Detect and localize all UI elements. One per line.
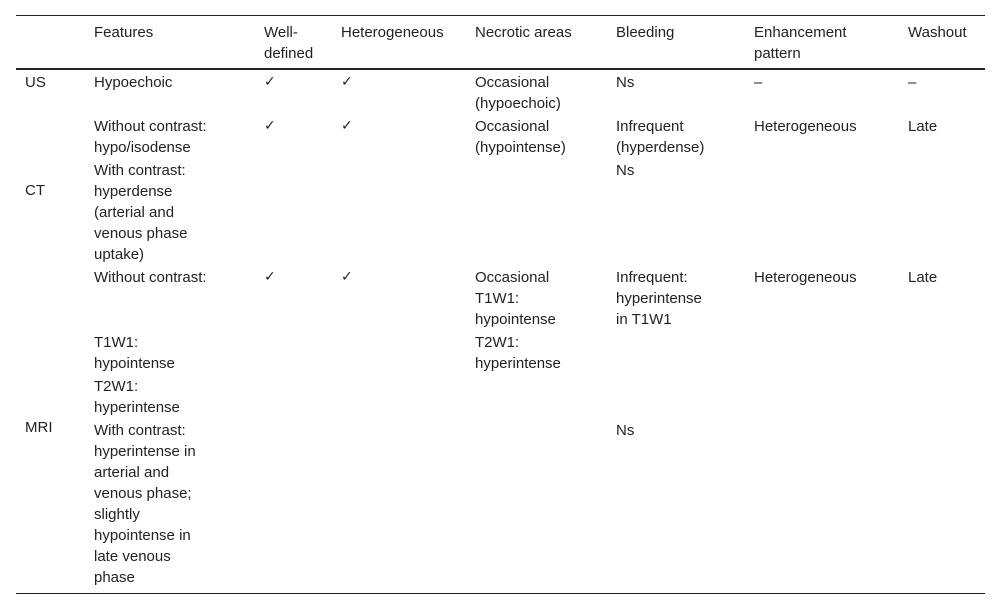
row-mri-features-with-contrast <box>94 420 196 588</box>
row-ct-bleeding-a-line1: Infrequent <box>616 118 684 135</box>
row-ct-necrotic <box>475 116 566 158</box>
row-us-enhancement: – <box>754 74 763 91</box>
row-mri-features-without-contrast: Without contrast: <box>94 269 207 286</box>
row-ct-features-b-line5: uptake) <box>94 246 145 263</box>
row-mri-necrotic-a-line1: Occasional <box>475 269 550 286</box>
row-mri-bleeding-a-line1: Infrequent: <box>616 269 688 286</box>
row-ct-features-b-line1: With contrast: <box>94 162 186 179</box>
row-mri-well-defined-check: ✓ <box>264 269 276 285</box>
row-us-well-defined-check: ✓ <box>264 74 276 90</box>
row-mri-bleeding-a-line3: in T1W1 <box>616 311 672 328</box>
row-mri-necrotic-a-line2: T1W1: <box>475 290 520 307</box>
row-ct-features-b-line4: venous phase <box>94 225 188 242</box>
table-bottom-rule <box>16 593 985 594</box>
row-ct-modality: CT <box>25 182 45 199</box>
row-mri-features-d-line5: slightly <box>94 506 140 523</box>
row-mri-washout: Late <box>908 269 938 286</box>
row-mri-enhancement: Heterogeneous <box>754 269 857 286</box>
row-us-necrotic <box>475 72 561 114</box>
header-bleeding: Bleeding <box>616 24 675 41</box>
row-ct-heterogeneous-check: ✓ <box>341 118 353 134</box>
header-features: Features <box>94 24 154 41</box>
row-mri-features-b-line1: T1W1: <box>94 334 139 351</box>
header-well-defined <box>264 22 313 64</box>
row-ct-bleeding-b: Ns <box>616 162 635 179</box>
row-mri-features-c-line2: hyperintense <box>94 399 180 416</box>
header-heterogeneous: Heterogeneous <box>341 24 444 41</box>
header-necrotic-areas: Necrotic areas <box>475 24 572 41</box>
row-ct-well-defined-check: ✓ <box>264 118 276 134</box>
row-mri-features-d-line4: venous phase; <box>94 485 192 502</box>
row-ct-washout: Late <box>908 118 938 135</box>
row-ct-features-a-line1: Without contrast: <box>94 118 207 135</box>
row-ct-features-with-contrast <box>94 160 187 265</box>
row-us-bleeding: Ns <box>616 74 635 91</box>
row-us-necrotic-line2: (hypoechoic) <box>475 95 561 112</box>
row-ct-features-a-line2: hypo/isodense <box>94 139 191 156</box>
row-mri-modality: MRI <box>25 419 53 436</box>
row-us-heterogeneous-check: ✓ <box>341 74 353 90</box>
row-us-modality: US <box>25 74 46 91</box>
row-mri-features-t1w1 <box>94 332 175 374</box>
table-header-rule <box>16 68 985 70</box>
header-well-defined-line1: Well- <box>264 24 298 41</box>
header-washout: Washout <box>908 24 967 41</box>
row-mri-features-d-line6: hypointense in <box>94 527 191 544</box>
row-mri-features-b-line2: hypointense <box>94 355 175 372</box>
row-mri-necrotic-b <box>475 332 561 374</box>
row-ct-bleeding-a <box>616 116 704 158</box>
header-enhancement-line2: pattern <box>754 45 801 62</box>
row-mri-features-d-line7: late venous <box>94 548 171 565</box>
header-enhancement-pattern <box>754 22 847 64</box>
row-mri-necrotic-b-line2: hyperintense <box>475 355 561 372</box>
row-mri-bleeding-a <box>616 267 702 330</box>
row-us-washout: – <box>908 74 917 91</box>
row-ct-necrotic-line1: Occasional <box>475 118 550 135</box>
row-mri-bleeding-b: Ns <box>616 422 635 439</box>
row-mri-necrotic-b-line1: T2W1: <box>475 334 520 351</box>
row-ct-bleeding-a-line2: (hyperdense) <box>616 139 705 156</box>
row-mri-features-t2w1 <box>94 376 180 418</box>
row-ct-features-b-line2: hyperdense <box>94 183 173 200</box>
row-mri-features-d-line3: arterial and <box>94 464 170 481</box>
row-mri-heterogeneous-check: ✓ <box>341 269 353 285</box>
row-mri-bleeding-a-line2: hyperintense <box>616 290 702 307</box>
header-well-defined-line2: defined <box>264 45 314 62</box>
row-ct-features-b-line3: (arterial and <box>94 204 175 221</box>
table-top-rule <box>16 15 985 16</box>
row-us-features: Hypoechoic <box>94 74 173 91</box>
row-ct-enhancement: Heterogeneous <box>754 118 857 135</box>
header-enhancement-line1: Enhancement <box>754 24 847 41</box>
row-mri-features-c-line1: T2W1: <box>94 378 139 395</box>
row-mri-features-d-line2: hyperintense in <box>94 443 196 460</box>
row-ct-features-without-contrast <box>94 116 207 158</box>
row-mri-features-d-line8: phase <box>94 569 135 586</box>
row-ct-necrotic-line2: (hypointense) <box>475 139 566 156</box>
row-us-necrotic-line1: Occasional <box>475 74 550 91</box>
row-mri-necrotic-a <box>475 267 556 330</box>
row-mri-necrotic-a-line3: hypointense <box>475 311 556 328</box>
row-mri-features-d-line1: With contrast: <box>94 422 186 439</box>
